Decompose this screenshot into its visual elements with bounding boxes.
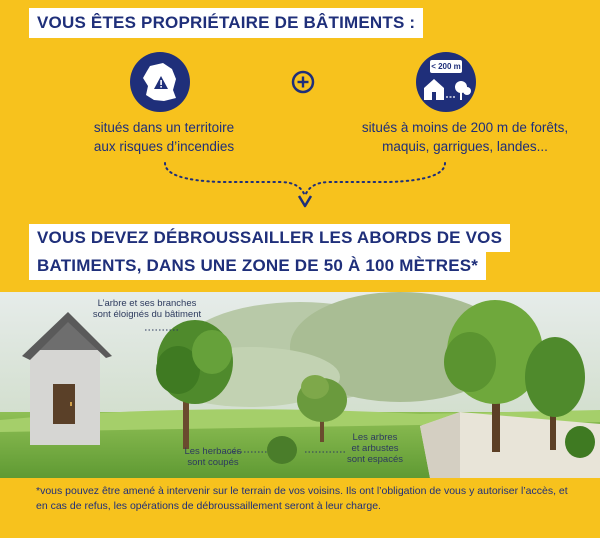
condition-line: maquis, garrigues, landes... (382, 139, 548, 154)
house-distance-forest-icon (416, 52, 476, 112)
condition-forest-proximity (345, 118, 585, 156)
label-line: sont espacés (347, 454, 403, 465)
label-tree-distance (82, 298, 212, 320)
label-line: sont éloignés du bâtiment (92, 309, 202, 320)
label-grass-cut (178, 446, 248, 468)
header-obligation-line2: BATIMENTS, DANS UNE ZONE DE 50 À 100 MÈTRES* (29, 252, 486, 280)
label-line: Les herbacés (184, 446, 242, 457)
label-trees-spaced (340, 432, 410, 465)
footnote: *vous pouvez être amené à intervenir sur le terrain de vos voisins. Ils ont l’obligation de vous y autoriser l’accès, et en cas de refus, les opérations de débroussaillement seront à leur charge. (36, 485, 568, 512)
clearing-illustration (0, 292, 600, 478)
distance-badge: < 200 m (431, 62, 461, 71)
condition-line: situés à moins de 200 m de forêts, (361, 120, 569, 135)
france-fire-warning-icon (130, 52, 190, 112)
label-line: sont coupés (187, 457, 239, 468)
label-line: L’arbre et ses branches (97, 298, 197, 309)
header-obligation-line1: VOUS DEVEZ DÉBROUSSAILLER LES ABORDS DE VOS (29, 224, 510, 252)
label-line: Les arbres (352, 432, 398, 443)
connector-dots (160, 160, 450, 210)
label-line: et arbustes (351, 443, 399, 454)
condition-line: aux risques d’incendies (93, 139, 235, 154)
plus-icon (291, 70, 315, 94)
condition-line: situés dans un territoire (93, 120, 235, 135)
header-owner: VOUS ÊTES PROPRIÉTAIRE DE BÂTIMENTS : (29, 8, 423, 38)
condition-fire-risk (64, 118, 264, 156)
